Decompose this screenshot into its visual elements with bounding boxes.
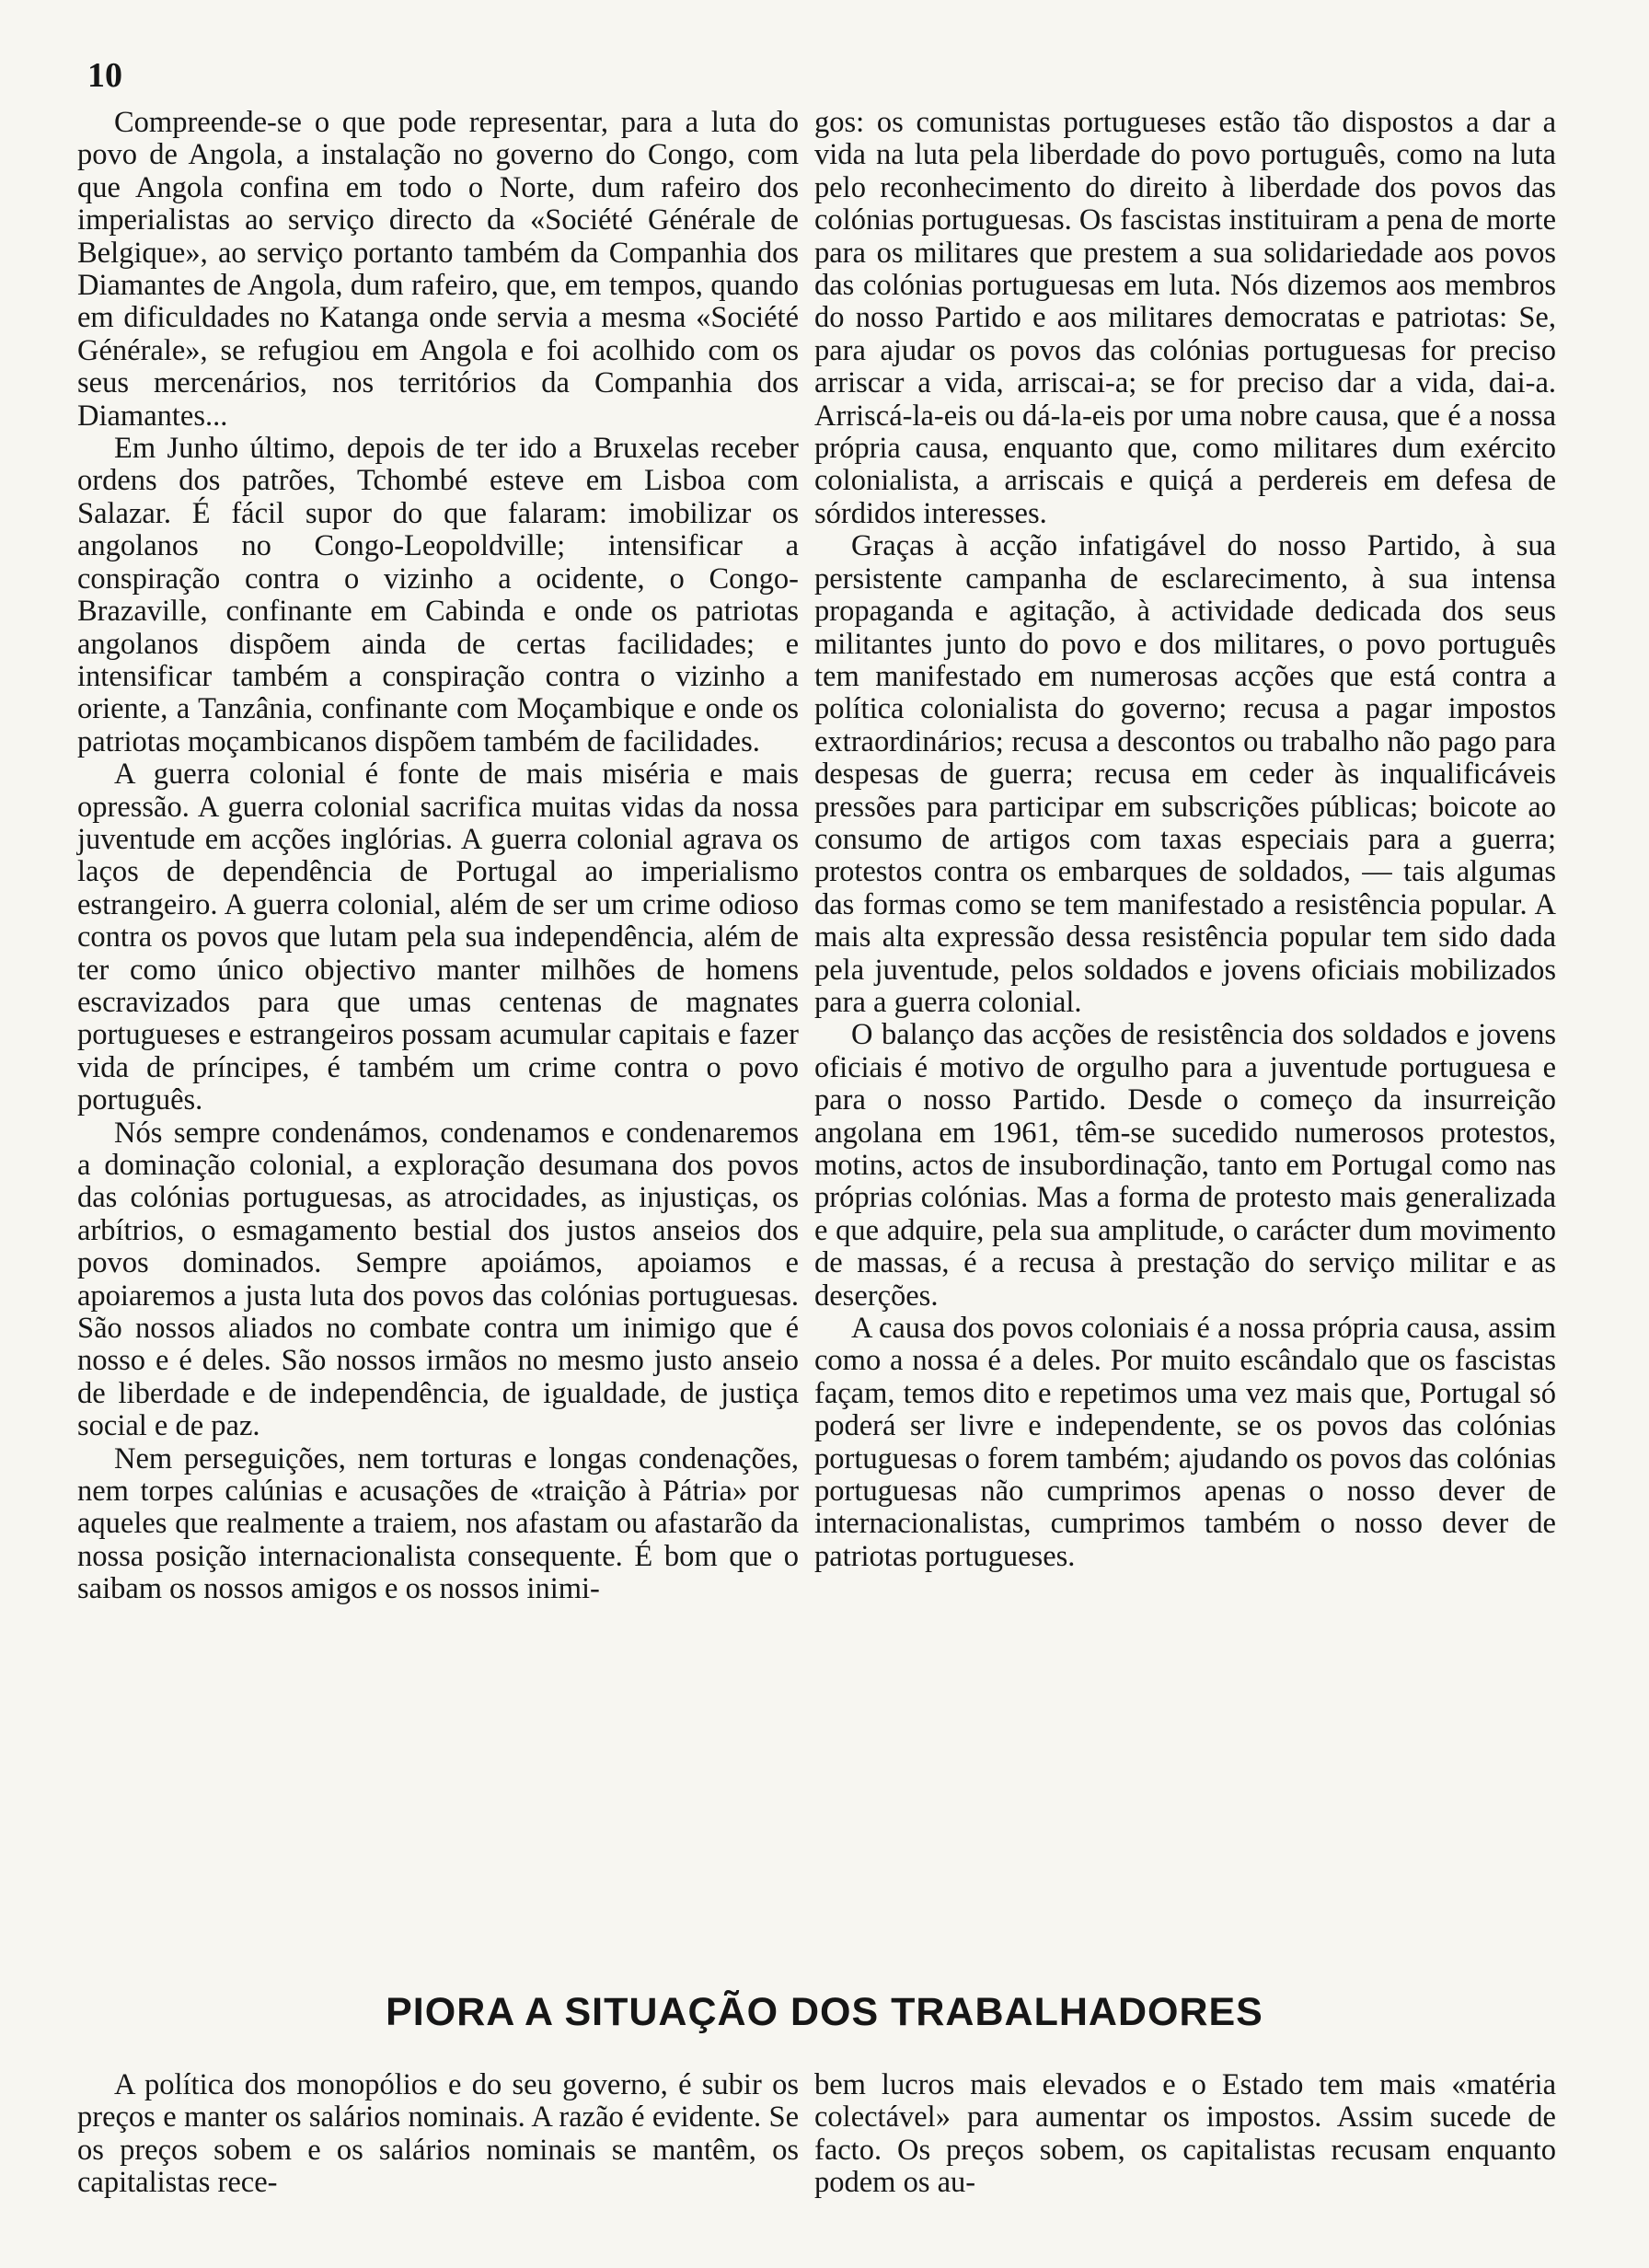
article-right-column (814, 107, 1556, 1573)
bottom-article-left-column (77, 2069, 799, 2200)
article-left-column (77, 107, 799, 1606)
bottom-article-right-column (814, 2069, 1556, 2200)
paragraph: A causa dos povos coloniais é a nossa própria causa, assim como a nossa é a deles. Por muito escândalo que os fascistas façam, temos dito e repetimos uma vez mais que, Portugal só poderá ser livre e independente, se os povos das colónias portuguesas o forem também; ajudando os povos das colónias portuguesas não cumprimos apenas o nosso dever de internacionalistas, cumprimos também o nosso dever de patriotas portugueses. (814, 1312, 1556, 1573)
paragraph-continued: bem lucros mais elevados e o Estado tem mais «matéria colectável» para aumentar os impostos. Assim sucede de facto. Os preços sobem, os capitalistas recusam enquanto podem os au- (814, 2068, 1556, 2200)
paragraph: A política dos monopólios e do seu governo, é subir os preços e manter os salários nominais. A razão é evidente. Se os preços sobem e os salários nominais se mantêm, os capitalistas rece- (77, 2068, 799, 2200)
paragraph: Em Junho último, depois de ter ido a Bruxelas receber ordens dos patrões, Tchombé esteve em Lisboa com Salazar. É fácil supor do que falaram: imobilizar os angolanos no Congo-Leopoldville; intensificar a conspiração contra o vizinho a ocidente, o Congo-Brazaville, confinante em Cabinda e onde os patriotas angolanos dispõem ainda de certas facilidades; e intensificar também a conspiração contra o vizinho a oriente, a Tanzânia, confinante com Moçambique e onde os patriotas moçambicanos dispõem também de facilidades. (77, 432, 799, 758)
paragraph: Nós sempre condenámos, condenamos e condenaremos a dominação colonial, a exploração desumana dos povos das colónias portuguesas, as atrocidades, as injustiças, os arbítrios, o esmagamento bestial dos justos anseios dos povos dominados. Sempre apoiámos, apoiamos e apoiaremos a justa luta dos povos das colónias portuguesas. São nossos aliados no combate contra um inimigo que é nosso e é deles. São nossos irmãos no mesmo justo anseio de liberdade e de independência, de igualdade, de justiça social e de paz. (77, 1116, 799, 1443)
paragraph-continued: gos: os comunistas portugueses estão tão dispostos a dar a vida na luta pela liberdade do povo português, como na luta pelo reconhecimento do direito à liberdade dos povos das colónias portuguesas. Os fascistas instituiram a pena de morte para os militares que prestem a sua solidariedade aos povos das colónias portuguesas em luta. Nós dizemos aos membros do nosso Partido e aos militares democratas e patriotas: Se, para ajudar os povos das colónias portuguesas for preciso arriscar a vida, arriscai-a; se for preciso dar a vida, dai-a. Arriscá-la-eis ou dá-la-eis por uma nobre causa, que é a nossa própria causa, enquanto que, como militares dum exército colonialista, a arriscais e quiçá a perdereis em defesa de sórdidos interesses. (814, 106, 1556, 530)
page-number: 10 (87, 56, 122, 95)
section-headline: PIORA A SITUAÇÃO DOS TRABALHADORES (386, 1990, 1263, 2034)
paragraph: Nem perseguições, nem torturas e longas condenações, nem torpes calúnias e acusações de «traição à Pátria» por aqueles que realmente a traiem, nos afastam ou afastarão da nossa posição internacionalista consequente. É bom que o saibam os nossos amigos e os nossos inimi- (77, 1441, 799, 1606)
paragraph: O balanço das acções de resistência dos soldados e jovens oficiais é motivo de orgulho para a juventude portuguesa e para o nosso Partido. Desde o começo da insurreição angolana em 1961, têm-se sucedido numerosos protestos, motins, actos de insubordinação, tanto em Portugal como nas próprias colónias. Mas a forma de protesto mais generalizada e que adquire, pela sua amplitude, o carácter dum movimento de massas, é a recusa à prestação do serviço militar e as deserções. (814, 1018, 1556, 1313)
paragraph: A guerra colonial é fonte de mais miséria e mais opressão. A guerra colonial sacrifica muitas vidas da nossa juventude em acções inglórias. A guerra colonial agrava os laços de dependência de Portugal ao imperialismo estrangeiro. A guerra colonial, além de ser um crime odioso contra os povos que lutam pela sua independência, além de ter como único objectivo manter milhões de homens escravizados para que umas centenas de magnates portugueses e estrangeiros possam acumular capitais e fazer vida de príncipes, é também um crime contra o povo português. (77, 758, 799, 1117)
paragraph: Compreende-se o que pode representar, para a luta do povo de Angola, a instalação no governo do Congo, com que Angola confina em todo o Norte, dum rafeiro dos imperialistas ao serviço directo da «Société Générale de Belgique», ao serviço portanto também da Companhia dos Diamantes de Angola, dum rafeiro, que, em tempos, quando em dificuldades no Katanga onde servia a mesma «Société Générale», se refugiou em Angola e foi acolhido com os seus mercenários, nos territórios da Companhia dos Diamantes... (77, 106, 799, 433)
paragraph: Graças à acção infatigável do nosso Partido, à sua persistente campanha de esclarecimento, à sua intensa propaganda e agitação, à actividade dedicada dos seus militantes junto do povo e dos militares, o povo português tem manifestado em numerosas acções que está contra a política colonialista do governo; recusa a pagar impostos extraordinários; recusa a descontos ou trabalho não pago para despesas de guerra; recusa em ceder às inqualificáveis pressões para participar em subscrições públicas; boicote ao consumo de artigos com taxas especiais para a guerra; protestos contra os embarques de soldados, — tais algumas das formas como se tem manifestado a resistência popular. A mais alta expressão dessa resistência popular tem sido dada pela juventude, pelos soldados e jovens oficiais mobilizados para a guerra colonial. (814, 529, 1556, 1019)
